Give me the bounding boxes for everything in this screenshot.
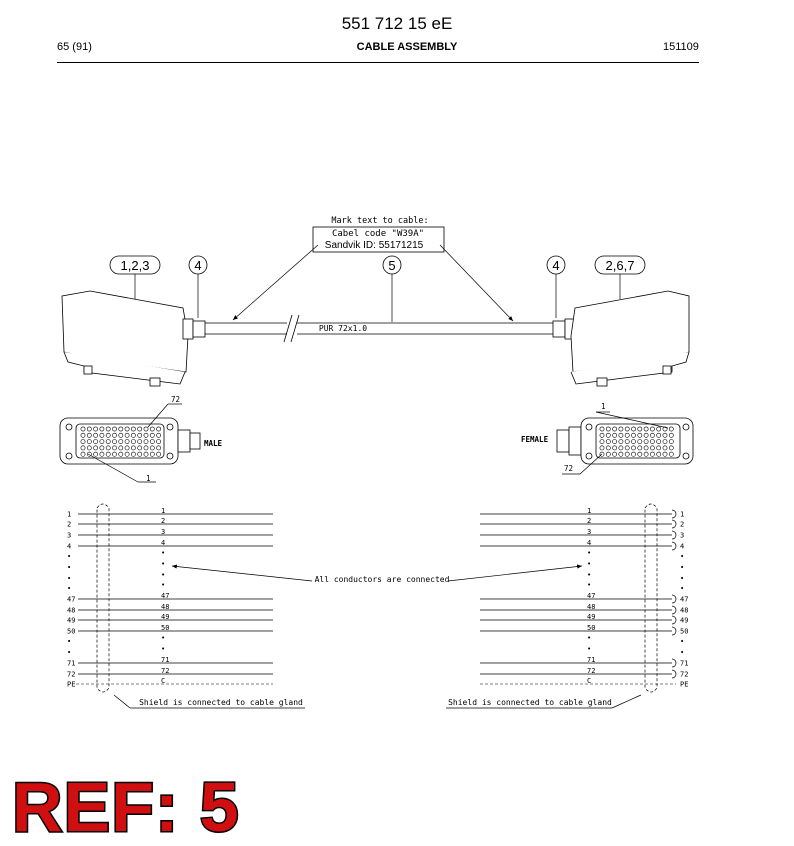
pin <box>125 433 129 437</box>
pin <box>644 452 648 456</box>
pin <box>106 440 110 444</box>
right-wire-label: 4 <box>587 539 592 547</box>
left-wire-label: • <box>161 571 166 579</box>
left-pin-label: 4 <box>67 542 72 551</box>
left-wire-label: • <box>161 549 166 557</box>
right-pin-label: • <box>680 584 685 593</box>
pin <box>138 433 142 437</box>
right-pin-label: 72 <box>680 670 689 679</box>
pin <box>638 440 642 444</box>
pin <box>625 440 629 444</box>
left-pin-label: 71 <box>67 659 76 668</box>
right-pin-label: 4 <box>680 542 685 551</box>
mark-text-sandvik-id: Sandvik ID: 55171215 <box>324 240 424 251</box>
balloon-left-connector-label: 1,2,3 <box>120 258 150 273</box>
pin <box>100 433 104 437</box>
pin <box>125 427 129 431</box>
left-wire-label: 49 <box>161 613 170 621</box>
pin <box>663 440 667 444</box>
right-shield <box>645 504 657 692</box>
right-pin-label: 1 <box>680 510 685 519</box>
pin <box>631 427 635 431</box>
pin <box>606 427 610 431</box>
pin <box>644 433 648 437</box>
pin <box>606 446 610 450</box>
pin <box>106 427 110 431</box>
pin <box>81 433 85 437</box>
left-pin-label: • <box>67 584 72 593</box>
right-wire-label: • <box>587 549 592 557</box>
right-wire-label: 47 <box>587 592 596 600</box>
pin <box>650 446 654 450</box>
female-socket-symbol <box>672 595 676 603</box>
cable-spec: PUR 72x1.0 <box>318 324 368 333</box>
female-label: FEMALE <box>521 435 549 444</box>
left-wire-label: 71 <box>161 656 170 664</box>
pin <box>619 446 623 450</box>
pin <box>669 440 673 444</box>
left-pin-label: 47 <box>67 595 76 604</box>
pin <box>112 452 116 456</box>
pin <box>669 427 673 431</box>
pin <box>94 433 98 437</box>
pin <box>657 440 661 444</box>
pin <box>657 446 661 450</box>
pin <box>650 452 654 456</box>
right-wire-label: 50 <box>587 624 596 632</box>
left-wire-label: • <box>161 560 166 568</box>
pin <box>112 440 116 444</box>
pin <box>631 440 635 444</box>
female-socket-symbol <box>672 606 676 614</box>
pin <box>669 446 673 450</box>
pin <box>150 440 154 444</box>
pin <box>638 433 642 437</box>
shield-note-right: Shield is connected to cable gland <box>448 698 612 707</box>
pin <box>144 446 148 450</box>
right-wire-label: 1 <box>587 507 592 515</box>
pin <box>600 433 604 437</box>
pin <box>157 440 161 444</box>
pin <box>131 446 135 450</box>
left-shield <box>97 504 109 692</box>
right-connector-housing <box>553 291 689 386</box>
right-pin-label: 48 <box>680 606 689 615</box>
left-wire-label: 47 <box>161 592 170 600</box>
pin <box>644 427 648 431</box>
pin <box>144 433 148 437</box>
pin <box>138 446 142 450</box>
pin <box>144 440 148 444</box>
all-connected-note: All conductors are connected <box>314 575 450 584</box>
pin <box>631 446 635 450</box>
female-pin-first-label: 1 <box>601 402 606 411</box>
pin <box>657 427 661 431</box>
left-pin-label: • <box>67 552 72 561</box>
document-date: 151109 <box>663 41 699 53</box>
pin <box>138 427 142 431</box>
right-wire-label: • <box>587 634 592 642</box>
left-wire-label: • <box>161 581 166 589</box>
left-pin-label: 3 <box>67 531 72 540</box>
pin <box>119 433 123 437</box>
left-wire-label: 72 <box>161 667 170 675</box>
pin <box>644 440 648 444</box>
right-wire-label: • <box>587 560 592 568</box>
pin <box>625 427 629 431</box>
left-wire-label: 1 <box>161 507 166 515</box>
right-pin-label: • <box>680 563 685 572</box>
pin <box>619 433 623 437</box>
pin <box>87 427 91 431</box>
pin <box>87 446 91 450</box>
male-pin-first-label: 1 <box>146 474 151 483</box>
pin <box>100 446 104 450</box>
cable-body <box>205 315 553 342</box>
right-pin-label: 71 <box>680 659 689 668</box>
pin <box>112 427 116 431</box>
left-pin-label: • <box>67 574 72 583</box>
page-number: 65 (91) <box>57 41 92 53</box>
right-wire-label: C <box>587 677 592 685</box>
right-pin-label: • <box>680 552 685 561</box>
pin <box>94 446 98 450</box>
pin <box>600 427 604 431</box>
right-pin-label: 50 <box>680 627 689 636</box>
pin <box>125 446 129 450</box>
pin <box>131 440 135 444</box>
mark-arrow-left <box>233 245 318 320</box>
female-socket-symbol <box>672 510 676 518</box>
male-pin-last-label: 72 <box>171 395 181 404</box>
left-pin-label: 72 <box>67 670 76 679</box>
pin <box>112 446 116 450</box>
pin <box>106 452 110 456</box>
pin <box>613 427 617 431</box>
pin <box>613 440 617 444</box>
right-wire-label: 72 <box>587 667 596 675</box>
pin <box>669 433 673 437</box>
pin <box>119 446 123 450</box>
pin <box>119 452 123 456</box>
right-wire-label: 2 <box>587 517 592 525</box>
pin <box>644 446 648 450</box>
right-wire-label: 49 <box>587 613 596 621</box>
female-socket-symbol <box>672 627 676 635</box>
left-wire-label: • <box>161 645 166 653</box>
left-pin-label: PE <box>67 680 76 689</box>
pin <box>138 452 142 456</box>
pin <box>619 440 623 444</box>
male-label: MALE <box>204 439 223 448</box>
pin <box>638 446 642 450</box>
right-pin-label: 3 <box>680 531 685 540</box>
pin <box>150 446 154 450</box>
left-pin-label: 2 <box>67 520 72 529</box>
pin <box>81 452 85 456</box>
pin <box>663 433 667 437</box>
right-wire-label: 71 <box>587 656 596 664</box>
female-socket-symbol <box>672 542 676 550</box>
pin <box>625 446 629 450</box>
mark-arrow-right <box>440 245 513 321</box>
pin <box>112 433 116 437</box>
left-pin-label: 49 <box>67 616 76 625</box>
reference-stamp: REF: 5 <box>12 768 240 846</box>
pin <box>613 452 617 456</box>
female-pin-last-label: 72 <box>564 464 574 473</box>
pin <box>631 433 635 437</box>
right-wire-label: • <box>587 581 592 589</box>
pin <box>100 427 104 431</box>
pin <box>600 440 604 444</box>
pin <box>606 440 610 444</box>
pin <box>613 433 617 437</box>
pin <box>125 452 129 456</box>
pin <box>119 427 123 431</box>
shield-note-left: Shield is connected to cable gland <box>139 698 303 707</box>
female-socket-symbol <box>672 616 676 624</box>
left-wire-label: 3 <box>161 528 166 536</box>
pin <box>94 427 98 431</box>
pin <box>94 452 98 456</box>
pin <box>613 446 617 450</box>
pin <box>650 427 654 431</box>
pin <box>625 452 629 456</box>
right-wire-label: • <box>587 645 592 653</box>
pin <box>157 427 161 431</box>
female-socket-symbol <box>672 670 676 678</box>
pin <box>94 440 98 444</box>
pin <box>625 433 629 437</box>
pin <box>669 452 673 456</box>
pin <box>650 433 654 437</box>
right-pin-label: 49 <box>680 616 689 625</box>
left-wire-label: 48 <box>161 603 170 611</box>
pin <box>100 452 104 456</box>
left-pin-label: • <box>67 637 72 646</box>
right-wire-label: 48 <box>587 603 596 611</box>
pin <box>131 452 135 456</box>
pin <box>131 433 135 437</box>
pin <box>157 433 161 437</box>
left-connector-housing <box>62 291 205 386</box>
wiring-schematic <box>67 507 688 689</box>
pin <box>638 452 642 456</box>
pin <box>150 427 154 431</box>
left-pin-label: • <box>67 563 72 572</box>
pin <box>100 440 104 444</box>
balloon-cable-label: 5 <box>388 258 396 273</box>
pin <box>144 452 148 456</box>
right-pin-label: • <box>680 648 685 657</box>
pin <box>150 433 154 437</box>
pin <box>157 446 161 450</box>
section-title: CABLE ASSEMBLY <box>356 41 458 53</box>
right-pin-label: • <box>680 574 685 583</box>
balloon-right-gland-label: 4 <box>552 258 560 273</box>
pin <box>619 427 623 431</box>
pin <box>638 427 642 431</box>
mark-text-cable-code: Cabel code "W39A" <box>331 229 425 239</box>
right-pin-label: 2 <box>680 520 685 529</box>
right-wire-label: • <box>587 571 592 579</box>
pin <box>87 440 91 444</box>
right-pin-label: • <box>680 637 685 646</box>
balloon-left-gland-label: 4 <box>194 258 202 273</box>
pin <box>150 452 154 456</box>
pin <box>157 452 161 456</box>
pin <box>657 433 661 437</box>
pin <box>125 440 129 444</box>
pin <box>81 427 85 431</box>
pin <box>138 440 142 444</box>
balloon-right-connector-label: 2,6,7 <box>605 258 635 273</box>
document-number: 551 712 15 eE <box>341 14 453 33</box>
female-socket-symbol <box>672 520 676 528</box>
left-pin-label: • <box>67 648 72 657</box>
pin <box>663 446 667 450</box>
left-pin-label: 50 <box>67 627 76 636</box>
female-socket-symbol <box>672 531 676 539</box>
pin <box>600 446 604 450</box>
pin <box>106 446 110 450</box>
pin <box>119 440 123 444</box>
right-pin-label: 47 <box>680 595 689 604</box>
left-wire-label: 2 <box>161 517 166 525</box>
pin <box>619 452 623 456</box>
left-wire-label: 50 <box>161 624 170 632</box>
left-wire-label: 4 <box>161 539 166 547</box>
pin <box>144 427 148 431</box>
pin <box>663 452 667 456</box>
pin <box>606 433 610 437</box>
left-pin-label: 1 <box>67 510 72 519</box>
pin <box>106 433 110 437</box>
pin <box>87 433 91 437</box>
female-socket-symbol <box>672 659 676 667</box>
pin <box>657 452 661 456</box>
pin <box>81 446 85 450</box>
pin <box>650 440 654 444</box>
pin <box>631 452 635 456</box>
pin <box>81 440 85 444</box>
left-wire-label: C <box>161 677 166 685</box>
right-wire-label: 3 <box>587 528 592 536</box>
pin <box>606 452 610 456</box>
pin <box>131 427 135 431</box>
right-pin-label: PE <box>680 680 689 689</box>
left-wire-label: • <box>161 634 166 642</box>
left-pin-label: 48 <box>67 606 76 615</box>
mark-text-title: Mark text to cable: <box>331 216 429 226</box>
